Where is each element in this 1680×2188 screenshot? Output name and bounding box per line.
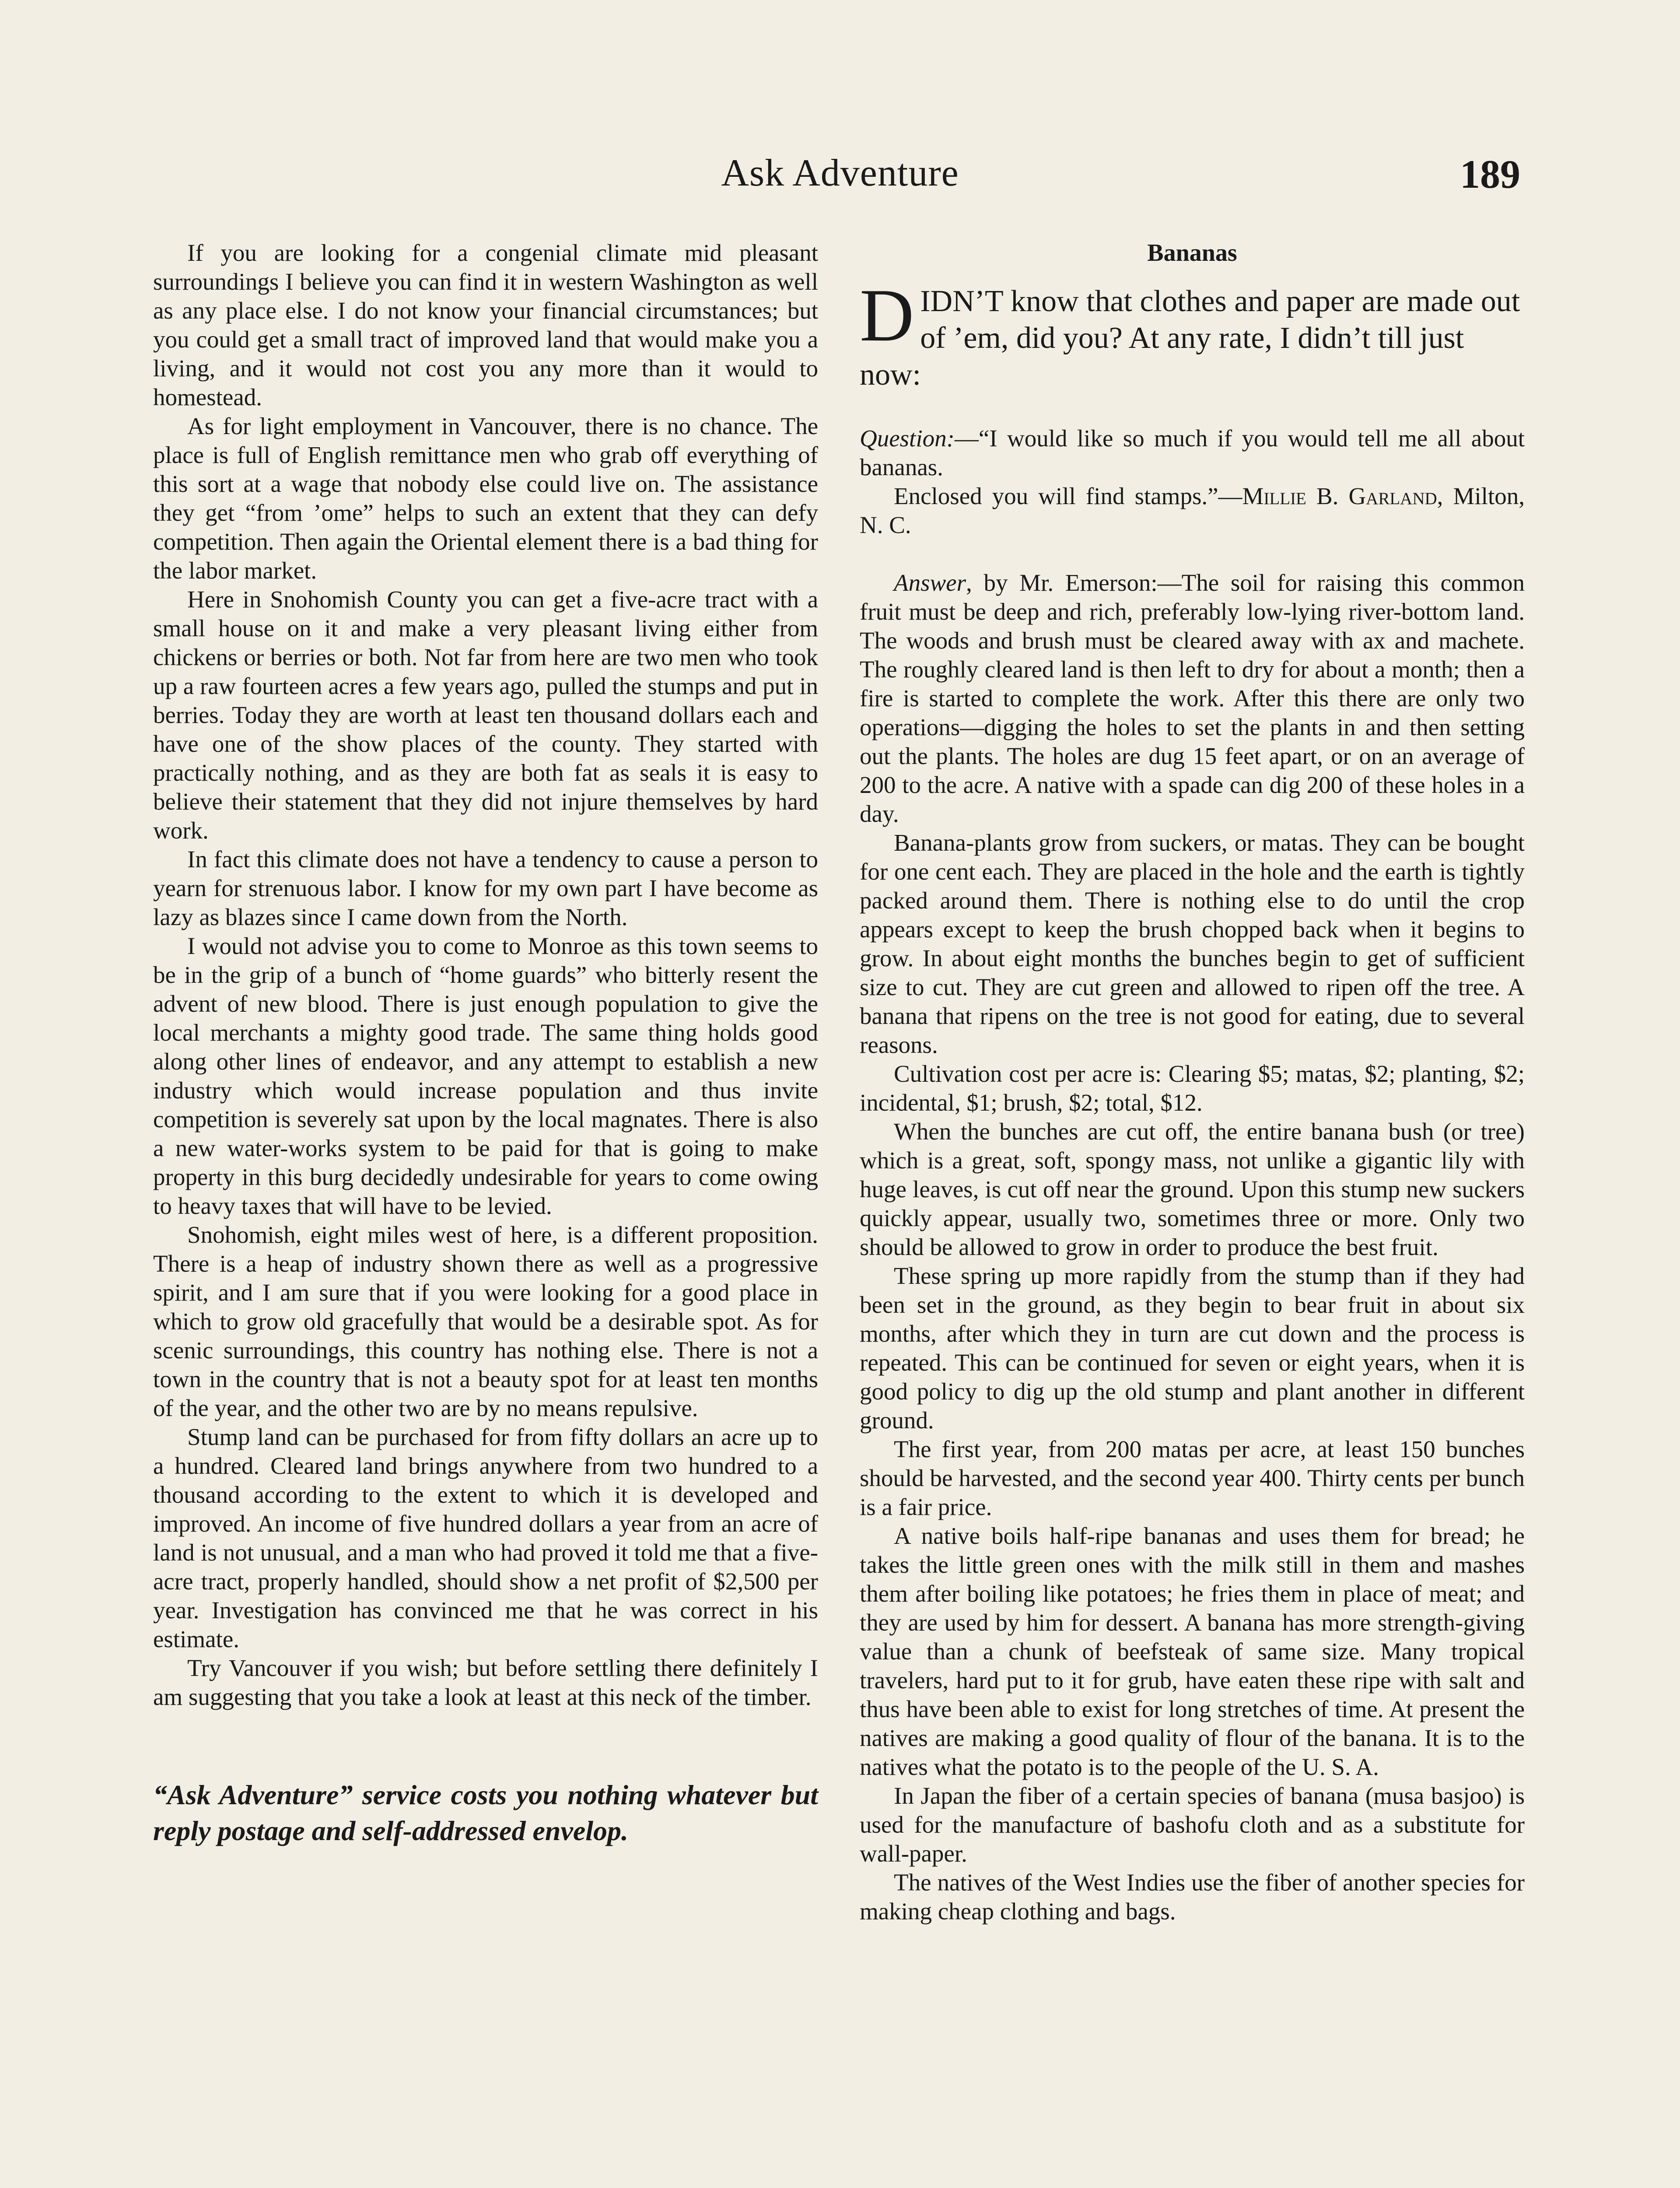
paragraph: Try Vancouver if you wish; but before settling there definitely I am suggesting that you take a look at least at this neck of the timber.: [153, 1655, 818, 1710]
right-column: [860, 238, 1525, 1926]
answer-paragraph: [860, 568, 1525, 828]
left-column: [153, 238, 818, 1849]
paragraph: Cultivation cost per acre is: Clearing $5; matas, $2; planting, $2; incidental, $1; brush, $2; total, $12.: [860, 1060, 1525, 1116]
paragraph: When the bunches are cut off, the entire banana bush (or tree) which is a great, soft, spongy mass, not unlike a gigantic lily with huge leaves, is cut off near the ground. Upon this stump new suckers quickly appear, usually two, sometimes three or more. Only two should be allowed to grow in order to produce the best fruit.: [860, 1118, 1525, 1260]
page-number: 189: [1460, 152, 1520, 196]
section-title: Bananas: [1147, 239, 1237, 266]
paragraph: Stump land can be purchased for from fifty dollars an acre up to a hundred. Cleared land brings anywhere from two hundred to a thousand according to the extent to which it is developed and improved. An income of five hundred dollars a year from an acre of land is not unusual, and a man who had proved it told me that a five-acre tract, properly handled, should show a net profit of $2,500 per year. Investigation has convinced me that he was correct in his estimate.: [153, 1424, 818, 1652]
question-label: Question:: [860, 425, 955, 452]
lead-text: IDN’T know that clothes and paper are made out of ’em, did you? At any rate, I didn’t till just now:: [860, 284, 1520, 392]
question-paragraph: [860, 482, 1525, 540]
answer-text: , by Mr. Emerson:—The soil for raising this common fruit must be deep and rich, preferably low-lying river-bottom land. The woods and brush must be cleared away with ax and machete. The roughly cleared land is then left to dry for about a month; then a fire is started to complete the work. After this there are only two operations—digging the holes to set the plants in and then setting out the plants. The holes are dug 15 feet apart, or on an average of 200 to the acre. A native with a spade can dig 200 of these holes in a day.: [860, 569, 1525, 827]
page-header: [0, 151, 1680, 217]
paragraph: In fact this climate does not have a tendency to cause a person to yearn for strenuous labor. I know for my own part I have become as lazy as blazes since I came down from the North.: [153, 846, 818, 930]
running-title: Ask Adventure: [721, 152, 959, 194]
paragraph: If you are looking for a congenial climate mid pleasant surroundings I believe you can find it in western Washington as well as any place else. I do not know your financial circumstances; but you could get a small tract of improved land that would make you a living, and it would not cost you any more than it would to homestead.: [153, 239, 818, 410]
question-signer: Millie B. Garland: [1242, 483, 1437, 509]
lead-paragraph: [860, 274, 1525, 393]
paragraph: The natives of the West Indies use the fiber of another species for making cheap clothing and bags.: [860, 1869, 1525, 1925]
paragraph: As for light employment in Vancouver, there is no chance. The place is full of English remittance men who grab off everything of this sort at a wage that nobody else could live on. The assistance they get “from ’ome” helps to such an extent that they can defy competition. Then again the Oriental element there is a bad thing for the labor market.: [153, 413, 818, 584]
paragraph: The first year, from 200 matas per acre, at least 150 bunches should be harvested, and the second year 400. Thirty cents per bunch is a fair price.: [860, 1436, 1525, 1520]
question-paragraph: [860, 424, 1525, 482]
paragraph: I would not advise you to come to Monroe as this town seems to be in the grip of a bunch of “home guards” who bitterly resent the advent of new blood. There is just enough population to give the local merchants a mighty good trade. The same thing holds good along other lines of endeavor, and any attempt to establish a new industry which would increase population and thus invite competition is severely sat upon by the local magnates. There is also a new water-works system to be paid for that is going to make property in this burg decidedly undesirable for years to come owing to heavy taxes that will have to be levied.: [153, 933, 818, 1219]
paragraph: Snohomish, eight miles west of here, is a different proposition. There is a heap of industry shown there as well as a progressive spirit, and I am sure that if you were looking for a good place in which to grow old gracefully that would be a desirable spot. As for scenic surroundings, this country has nothing else. There is not a town in the country that is not a beauty spot for at least ten months of the year, and the other two are by no means repulsive.: [153, 1221, 818, 1421]
question-text2: Enclosed you will find stamps.”—: [894, 483, 1242, 509]
drop-cap: D: [860, 274, 914, 357]
question-place: , Milton, N. C.: [860, 483, 1525, 538]
paragraph: These spring up more rapidly from the stump than if they had been set in the ground, as they begin to bear fruit in about six months, after which they in turn are cut down and the process is repeated. This can be continued for seven or eight years, when it is good policy to dig up the old stump and plant another in different ground.: [860, 1262, 1525, 1434]
question-block: [860, 424, 1525, 540]
service-note: “Ask Adventure” service costs you nothing whatever but reply postage and self-addressed envelop.: [153, 1779, 818, 1846]
question-text: —“I would like so much if you would tell me all about bananas.: [860, 425, 1525, 480]
answer-label: Answer: [894, 569, 966, 596]
paragraph: Here in Snohomish County you can get a five-acre tract with a small house on it and make a very pleasant living either from chickens or berries or both. Not far from here are two men who took up a raw fourteen acres a few years ago, pulled the stumps and put in berries. Today they are worth at least ten thousand dollars each and have one of the show places of the county. They started with practically nothing, and as they are both fat as seals it is easy to believe their statement that they did not injure themselves by hard work.: [153, 586, 818, 844]
paragraph: In Japan the fiber of a certain species of banana (musa basjoo) is used for the manufacture of bashofu cloth and as a substitute for wall-paper.: [860, 1782, 1525, 1867]
paragraph: A native boils half-ripe bananas and uses them for bread; he takes the little green ones with the milk still in them and mashes them after boiling like potatoes; he fries them in place of meat; and they are used by him for dessert. A banana has more strength-giving value than a chunk of beefsteak of same size. Many tropical travelers, hard put to it for grub, have eaten these ripe with salt and thus have been able to exist for long stretches of time. At present the natives are making a good quality of flour of the banana. It is to the natives what the potato is to the people of the U. S. A.: [860, 1522, 1525, 1780]
paragraph: Banana-plants grow from suckers, or matas. They can be bought for one cent each. They are placed in the hole and the earth is tightly packed around them. There is nothing else to do until the crop appears except to keep the brush chopped back when it begins to grow. In about eight months the bunches begin to get of sufficient size to cut. They are cut green and allowed to ripen off the tree. A banana that ripens on the tree is not good for eating, due to several reasons.: [860, 829, 1525, 1058]
